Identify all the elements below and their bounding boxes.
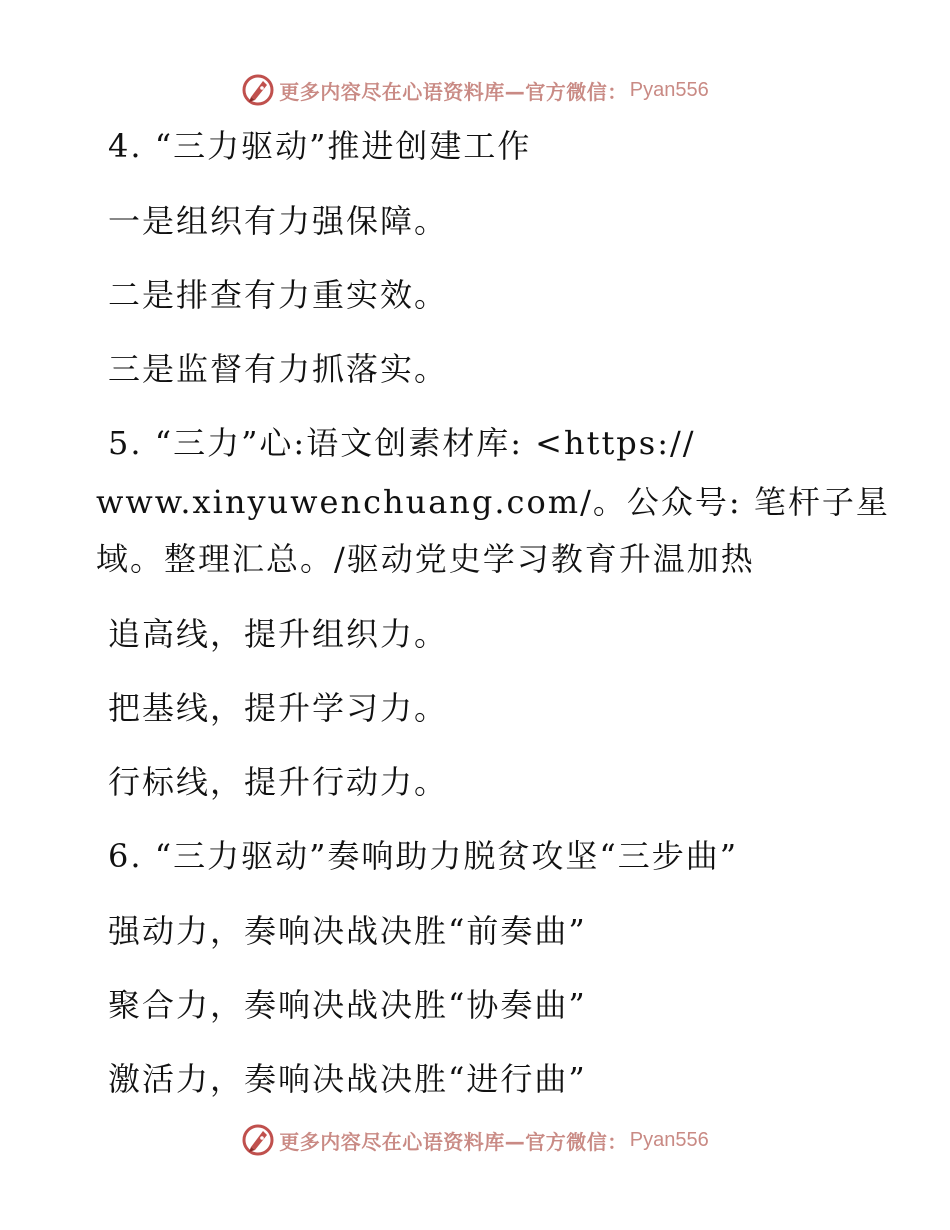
text-line: 二是排查有力重实效。 [108,276,449,314]
text-line: 强动力，奏响决战决胜“前奏曲” [108,912,587,950]
heading-item-4: 4. “三力驱动”推进创建工作 [108,127,532,165]
watermark-text: 更多内容尽在心语资料库—官方微信： [279,1129,628,1154]
text-line: 三是监督有力抓落实。 [108,350,449,388]
text-line: 域。整理汇总。/驱动党史学习教育升温加热 [96,540,755,578]
heading-item-5: 5. “三力”心:语文创素材库: <https:// [108,424,696,462]
watermark-account: Pyan556 [629,78,709,101]
heading-item-6: 6. “三力驱动”奏响助力脱贫攻坚“三步曲” [108,837,739,875]
pen-logo-icon [241,73,275,107]
header-watermark [0,70,950,110]
text-line: 聚合力，奏响决战决胜“协奏曲” [108,986,587,1024]
footer-watermark [0,1120,950,1160]
text-line: 把基线，提升学习力。 [108,689,449,727]
text-line: 一是组织有力强保障。 [108,202,449,240]
watermark-text: 更多内容尽在心语资料库—官方微信： [279,79,628,104]
watermark-account: Pyan556 [629,1128,709,1151]
pen-logo-icon [241,1123,275,1157]
text-line: 激活力，奏响决战决胜“进行曲” [108,1060,587,1098]
text-line: 追高线，提升组织力。 [108,615,449,653]
text-line: www.xinyuwenchuang.com/。公众号: 笔杆子星 [96,483,890,521]
text-line: 行标线，提升行动力。 [108,763,449,801]
